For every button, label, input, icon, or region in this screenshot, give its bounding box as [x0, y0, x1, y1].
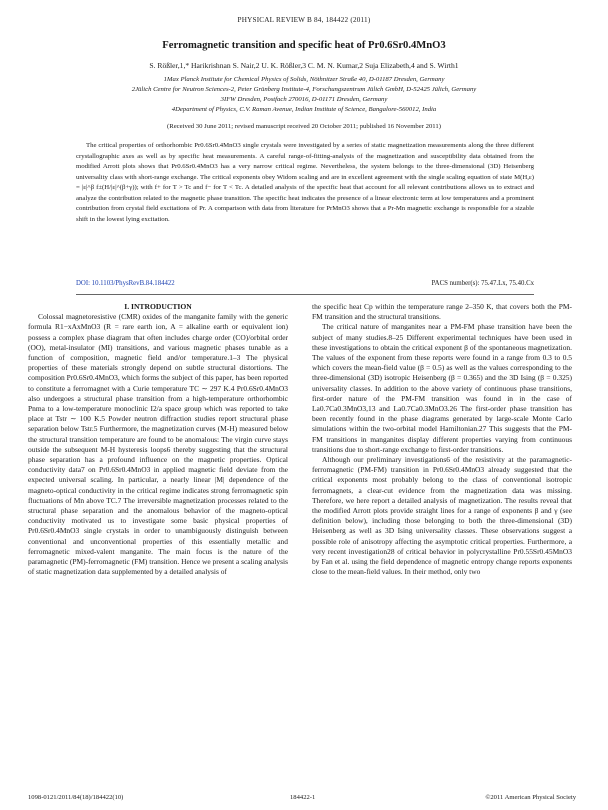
doi-link[interactable]: DOI: 10.1103/PhysRevB.84.184422 — [76, 280, 175, 287]
section-divider — [76, 294, 534, 295]
left-column — [28, 302, 288, 577]
copyright: ©2011 American Physical Society — [485, 794, 576, 801]
paper-title: Ferromagnetic transition and specific heat of Pr0.6Sr0.4MnO3 — [162, 40, 446, 51]
page-number: 184422-1 — [290, 794, 316, 801]
affiliation-2: 2Jülich Centre for Neutron Sciences-2, Peter Grünberg Institute-4, Forschungszentrum Jülich GmbH, D-52425 Jülich, Germany — [131, 86, 477, 93]
paragraph: Colossal magnetoresistive (CMR) oxides of the manganite family with the generic formula R1−xAxMnO3 (R = rare earth ion, A = alkaline earth or equivalent ion) possess a complex phase diagram that often includes charge order (CO)/orbital order (OO), metal-insulator (MI) transitions, and various magnetic phases tunable as a function of composition, magnetic field and/or temperature.1–3 The physical properties of these materials strongly depend on subtle structural distortions. The composition Pr0.6Sr0.4MnO3, which forms the subject of this paper, has been reported to constitute a ferromagnet with a Curie temperature TC ∼ 297 K.4 Pr0.6Sr0.4MnO3 also undergoes a structural phase transition from a high-temperature orthorhombic Pnma to a low-temperature monoclinic I2/a space group which was reported to take place at Tstr ∼ 100 K.5 Powder neutron diffraction studies report structural phase separation below Tstr.5 Furthermore, the magnetization curves (M-H) measured below the structural transition temperature are found to be anomalous: The virgin curve stays outside the subsequent M-H hysteresis loops6 thereby suggesting that the structural phase separation has a profound influence on the magnetic properties. Optical conductivity data7 on Pr0.6Sr0.4MnO3 in applied magnetic field deviate from the expected universal scaling. In particular, a nearly linear |M| dependence of the magneto-optical conductivity in the critical regime indicates strong ferromagnetic spin fluctuations of Mn above TC.7 The irreversible magnetization processes related to the structural phase separation and the anomalous behavior of the magneto-optical conductivity motivated us to investigate some basic physical properties of Pr0.6Sr0.4MnO3 single crystals in order to unambiguously distinguish between conventional and unconventional properties of this essentially metallic and ferromagnetic mixed-valent manganite. The main focus is the nature of the paramagnetic (PM)-ferromagnetic (FM) transition. Hence we present a scaling analysis of static magnetization data supplemented by a detailed analysis of — [28, 312, 288, 577]
right-column — [312, 302, 572, 577]
affiliation-1: 1Max Planck Institute for Chemical Physics of Solids, Nöthnitzer Straße 40, D-01187 Dresden, Germany — [163, 76, 445, 83]
footer-issn: 1098-0121/2011/84(18)/184422(10) — [28, 794, 124, 801]
paragraph: The critical nature of manganites near a PM-FM phase transition have been the subject of many studies.8–25 Different experimental techniques have been used in these investigations to obtain the critical exponent β of the spontaneous magnetization. The values of the exponent from these reports were found in a range from 0.3 to 0.5 which covers the mean-field value (β = 0.5) as well as the values corresponding to the three-dimensional (3D) isotropic Heisenberg (β = 0.365) and the 3D Ising (β = 0.325) universality classes. In addition to the above variety of continuous phase transitions, first-order nature of the PM-FM transition was found in in the case of La0.7Ca0.3MnO3,13 and La0.7Ca0.3MnO3.26 The first-order phase transition has been recently found in the phase diagrams generated by large-scale Monte Carlo simulations within the two-orbital model Hamiltonian.27 This suggests that the PM-FM transitions in manganites display different properties varying from continuous transitions due to short-range exchange to first-order transitions. — [312, 322, 572, 454]
received-dates: (Received 30 June 2011; revised manuscript received 20 October 2011; published 16 November 2011) — [167, 123, 441, 130]
paragraph: the specific heat Cp within the temperature range 2–350 K, that covers both the PM-FM transition and the structural transitions. — [312, 302, 572, 322]
section-heading: I. INTRODUCTION — [124, 302, 192, 311]
paragraph: Although our preliminary investigations6 of the resistivity at the paramagnetic-ferromagnetic (PM-FM) transition in Pr0.6Sr0.4MnO3 already suggested that the critical exponents most probably belong to the class of conventional isotropic ferromagnets, a clear-cut evidence from the magnetization data was missing. Therefore, we here report a detailed analysis of magnetization. The results reveal that the modified Arrott plots provide straight lines for a range of exponents β and γ (see definition below), including those belonging to both the three-dimensional (3D) Heisenberg as well as 3D Ising universality classes. These observations suggest a possible role of anisotropy affecting the asymptotic critical properties. Furthermore, a very recent investigation28 of critical behavior in polycrystalline Pr0.55Sr0.45MnO3 by Fan et al. using the field dependence of magnetic entropy change reports exponents close to the mean-field values. In their method, only two — [312, 455, 572, 577]
running-header: PHYSICAL REVIEW B 84, 184422 (2011) — [237, 16, 371, 24]
affiliation-4: 4Department of Physics, C.V. Raman Avenue, Indian Institute of Science, Bangalore-560012, India — [171, 106, 437, 113]
affiliation-3: 3IFW Dresden, Postfach 270016, D-01171 Dresden, Germany — [220, 96, 388, 103]
doi-pacs-line — [76, 280, 534, 287]
author-list: S. Rößler,1,* Harikrishnan S. Nair,2 U. K. Rößler,3 C. M. N. Kumar,2 Suja Elizabeth,4 and S. Wirth1 — [149, 61, 459, 70]
pacs-numbers: PACS number(s): 75.47.Lx, 75.40.Cx — [431, 280, 534, 287]
abstract: The critical properties of orthorhombic Pr0.6Sr0.4MnO3 single crystals were investigated by a series of static magnetization measurements along the three different crystallographic axes as well as by specific heat measurements. A careful range-of-fitting-analysis of the magnetization and susceptibility data obtained from the modified Arrott plots shows that Pr0.6Sr0.4MnO3 has a very narrow critical regime. Nevertheless, the system belongs to the three-dimensional (3D) Heisenberg universality class with short-range exchange. The critical exponents obey Widom scaling and are in excellent agreement with the single scaling equation of state M(H,ε) = |ε|^β f±(H/|ε|^(β+γ)); with f+ for T > Tc and f− for T < Tc. A detailed analysis of the specific heat that account for all relevant contributions allows us to extract and analyze the contribution related to the magnetic phase transition. The specific heat indicates the presence of a linear electronic term at low temperatures and a prominent contribution from crystal field excitations of Pr. A comparison with data from literature for PrMnO3 shows that a Pr-Mn magnetic exchange is responsible for a sizable shift in the lowest lying excitation. — [76, 142, 534, 223]
